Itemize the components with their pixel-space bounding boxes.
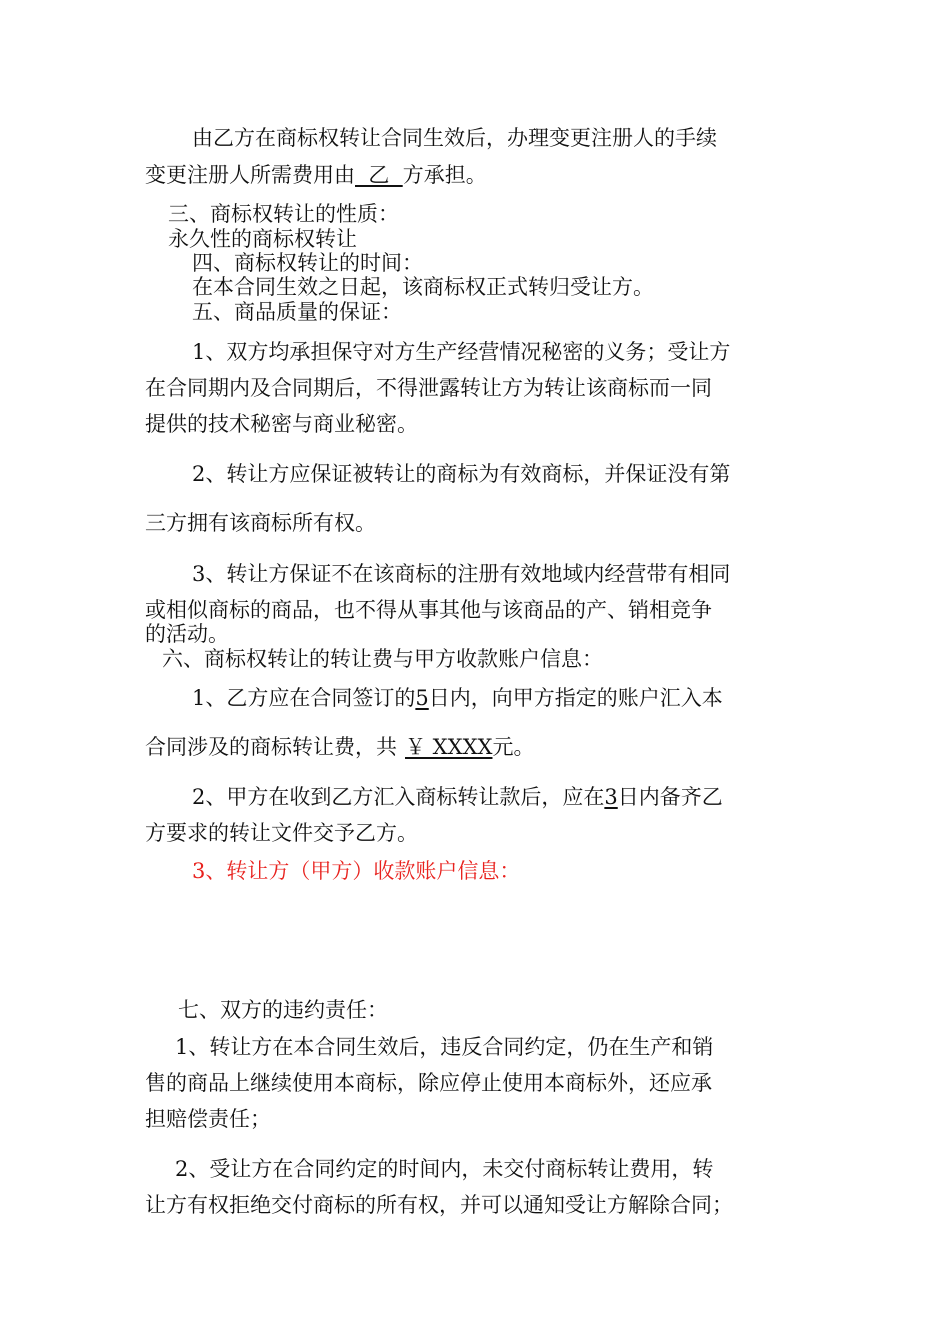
paragraph-line: 的活动。 — [145, 622, 229, 646]
paragraph-line: 三方拥有该商标所有权。 — [145, 511, 376, 535]
paragraph-line: 在合同期内及合同期后，不得泄露转让方为转让该商标而一同 — [145, 376, 712, 400]
underlined-field: 乙 — [355, 163, 403, 187]
paragraph-line — [192, 785, 862, 809]
paragraph-line: 2、受让方在合同约定的时间内，未交付商标转让费用，转 — [175, 1157, 714, 1181]
paragraph-line: 1、转让方在本合同生效后，违反合同约定，仍在生产和销 — [175, 1035, 714, 1059]
paragraph-line: 由乙方在商标权转让合同生效后，办理变更注册人的手续 — [192, 126, 717, 150]
text: 方承担。 — [402, 163, 487, 187]
paragraph-line: 永久性的商标权转让 — [168, 227, 357, 251]
paragraph-line: 让方有权拒绝交付商标的所有权，并可以通知受让方解除合同； — [145, 1193, 733, 1217]
paragraph-line: 方要求的转让文件交予乙方。 — [145, 821, 418, 845]
paragraph-line — [145, 163, 815, 187]
section-heading: 三、商标权转让的性质： — [168, 202, 399, 226]
paragraph-line — [145, 735, 815, 759]
text: 2、甲方在收到乙方汇入商标转让款后，应在 — [192, 785, 605, 809]
section-heading: 五、商品质量的保证： — [192, 300, 402, 324]
underlined-field: 5 — [415, 686, 429, 710]
paragraph-line: 3、转让方保证不在该商标的注册有效地域内经营带有相同 — [192, 562, 731, 586]
paragraph-line: 售的商品上继续使用本商标，除应停止使用本商标外，还应承 — [145, 1071, 712, 1095]
text: 合同涉及的商标转让费，共 — [145, 735, 397, 759]
text: 1、乙方应在合同签订的 — [192, 686, 416, 710]
paragraph-line: 2、转让方应保证被转让的商标为有效商标，并保证没有第 — [192, 462, 731, 486]
text: 日内备齐乙 — [617, 785, 723, 809]
amount-field: ￥ XXXX — [405, 735, 493, 759]
paragraph-line: 或相似商标的商品，也不得从事其他与该商品的产、销相竞争 — [145, 598, 712, 622]
section-heading: 六、商标权转让的转让费与甲方收款账户信息： — [162, 647, 603, 671]
text: 元。 — [492, 735, 535, 759]
text: 日内，向甲方指定的账户汇入本 — [428, 686, 723, 710]
paragraph-line: 1、双方均承担保守对方生产经营情况秘密的义务；受让方 — [192, 340, 731, 364]
paragraph-line: 提供的技术秘密与商业秘密。 — [145, 412, 418, 436]
paragraph-line — [192, 686, 862, 710]
account-info-heading: 3、转让方（甲方）收款账户信息： — [192, 859, 521, 883]
underlined-field: 3 — [604, 785, 618, 809]
paragraph-line: 担赔偿责任； — [145, 1107, 271, 1131]
paragraph-line: 在本合同生效之日起，该商标权正式转归受让方。 — [192, 275, 654, 299]
section-heading: 七、双方的违约责任： — [178, 998, 388, 1022]
text: 变更注册人所需费用由 — [145, 163, 355, 187]
section-heading: 四、商标权转让的时间： — [192, 251, 423, 275]
